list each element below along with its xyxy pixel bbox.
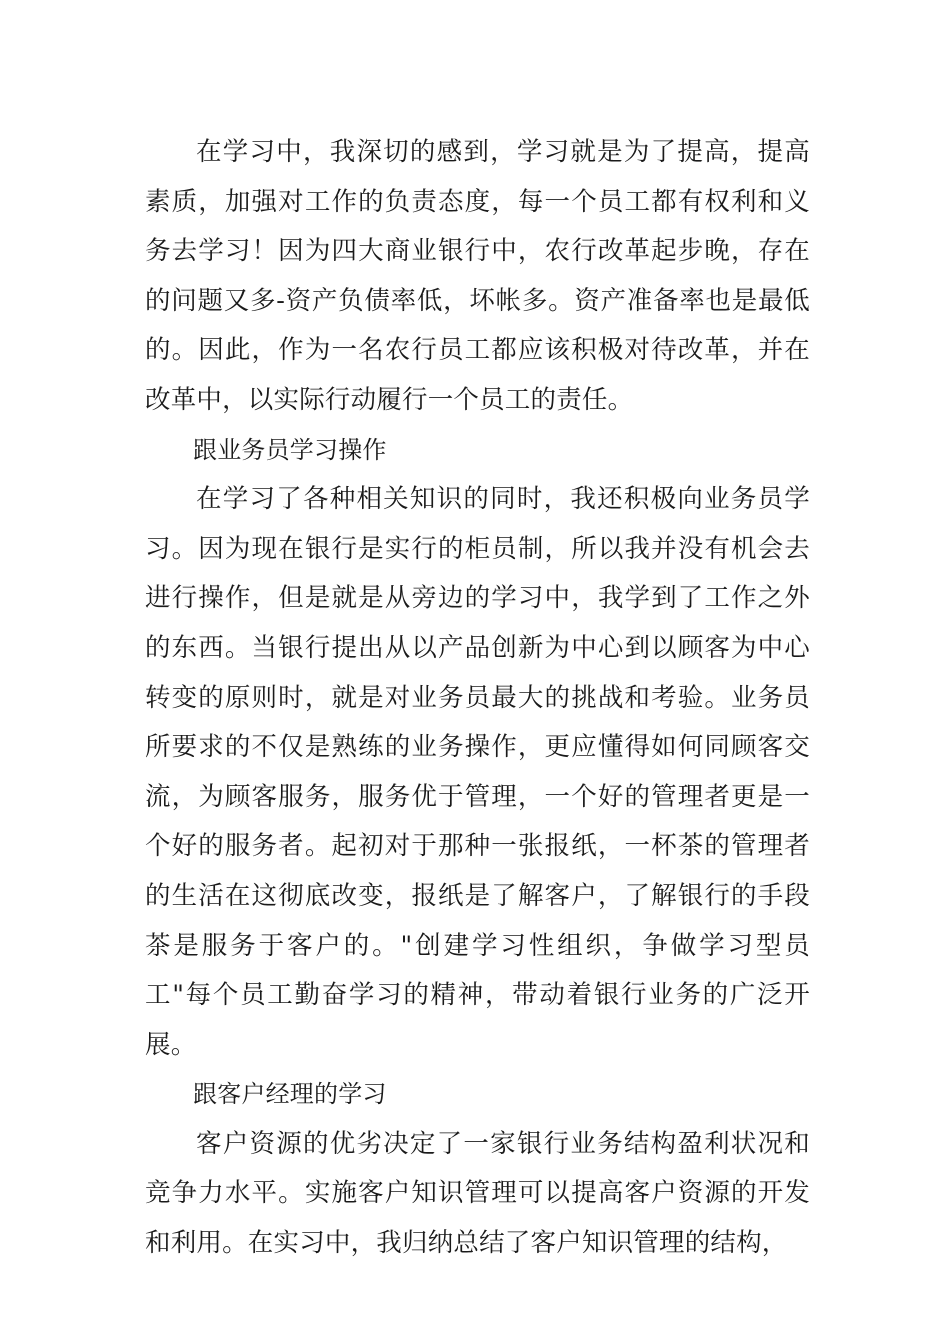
section-heading-account-manager: 跟客户经理的学习 [193,1080,387,1109]
paragraph-operations: 在学习了各种相关知识的同时，我还积极向业务员学习。因为现在银行是实行的柜员制，所以我并没有机会去进行操作，但是就是从旁边的学习中，我学到了工作之外的东西。当银行提出从以产品创新为中心到以顾客为中心转变的原则时，就是对业务员最大的挑战和考验。业务员所要求的不仅是熟练的业务操作，更应懂得如何同顾客交流，为顾客服务，服务优于管理，一个好的管理者更是一个好的服务者。起初对于那种一张报纸，一杯茶的管理者的生活在这彻底改变，报纸是了解客户，了解银行的手段茶是服务于客户的。"创建学习性组织，争做学习型员工"每个员工勤奋学习的精神，带动着银行业务的广泛开展。 [145,484,810,1060]
paragraph-account-manager: 客户资源的优劣决定了一家银行业务结构盈利状况和竞争力水平。实施客户知识管理可以提高客户资源的开发和利用。在实习中，我归纳总结了客户知识管理的结构， [145,1128,810,1259]
document-body [145,128,810,1269]
paragraph-self-study: 在学习中，我深切的感到，学习就是为了提高，提高素质，加强对工作的负责态度，每一个员工都有权利和义务去学习！因为四大商业银行中，农行改革起步晚，存在的问题又多-资产负债率低，坏帐多。资产准备率也是最低的。因此，作为一名农行员工都应该积极对待改革，并在改革中，以实际行动履行一个员工的责任。 [145,137,810,415]
section-heading-operations: 跟业务员学习操作 [193,435,387,464]
